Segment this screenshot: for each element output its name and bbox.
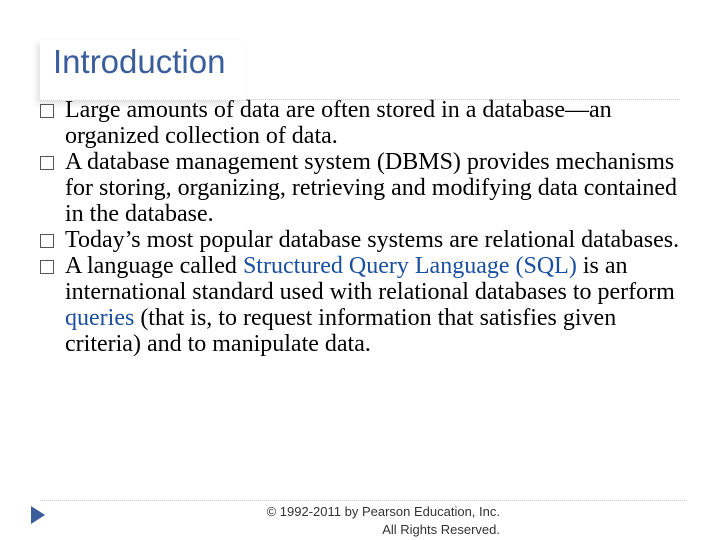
footer-divider	[40, 500, 685, 501]
slide-body	[40, 97, 680, 357]
bullet-text-4-mid: is an international standard used with relational databases to perform	[65, 253, 675, 305]
square-bullet-icon	[40, 104, 54, 118]
bullet-text-4-pre: A language called	[65, 253, 243, 279]
bullet-item-3	[40, 227, 680, 253]
bullet-item-4	[40, 253, 680, 357]
bullet-text-3: Today’s most popular database systems are relational databases.	[65, 227, 680, 253]
highlight-term-queries: queries	[65, 305, 135, 331]
rights-line: All Rights Reserved.	[382, 522, 500, 537]
bullet-text-4	[65, 253, 680, 357]
copyright-line: © 1992-2011 by Pearson Education, Inc.	[266, 504, 500, 519]
highlight-term-sql: Structured Query Language (SQL)	[242, 253, 577, 279]
square-bullet-icon	[40, 156, 54, 170]
next-slide-arrow-icon[interactable]	[31, 506, 45, 524]
bullet-text-4-post: (that is, to request information that satisfies given criteria) and to manipulate data.	[65, 305, 617, 357]
footer	[200, 503, 500, 539]
bullet-text-2: A database management system (DBMS) provides mechanisms for storing, organizing, retrieving and modifying data contained in the database.	[65, 149, 678, 227]
bullet-text-1: Large amounts of data are often stored in a database—an organized collection of data.	[65, 97, 612, 149]
slide-title: Introduction	[53, 43, 226, 80]
square-bullet-icon	[40, 234, 54, 248]
bullet-item-1	[40, 97, 680, 149]
square-bullet-icon	[40, 260, 54, 274]
bullet-item-2	[40, 149, 680, 227]
